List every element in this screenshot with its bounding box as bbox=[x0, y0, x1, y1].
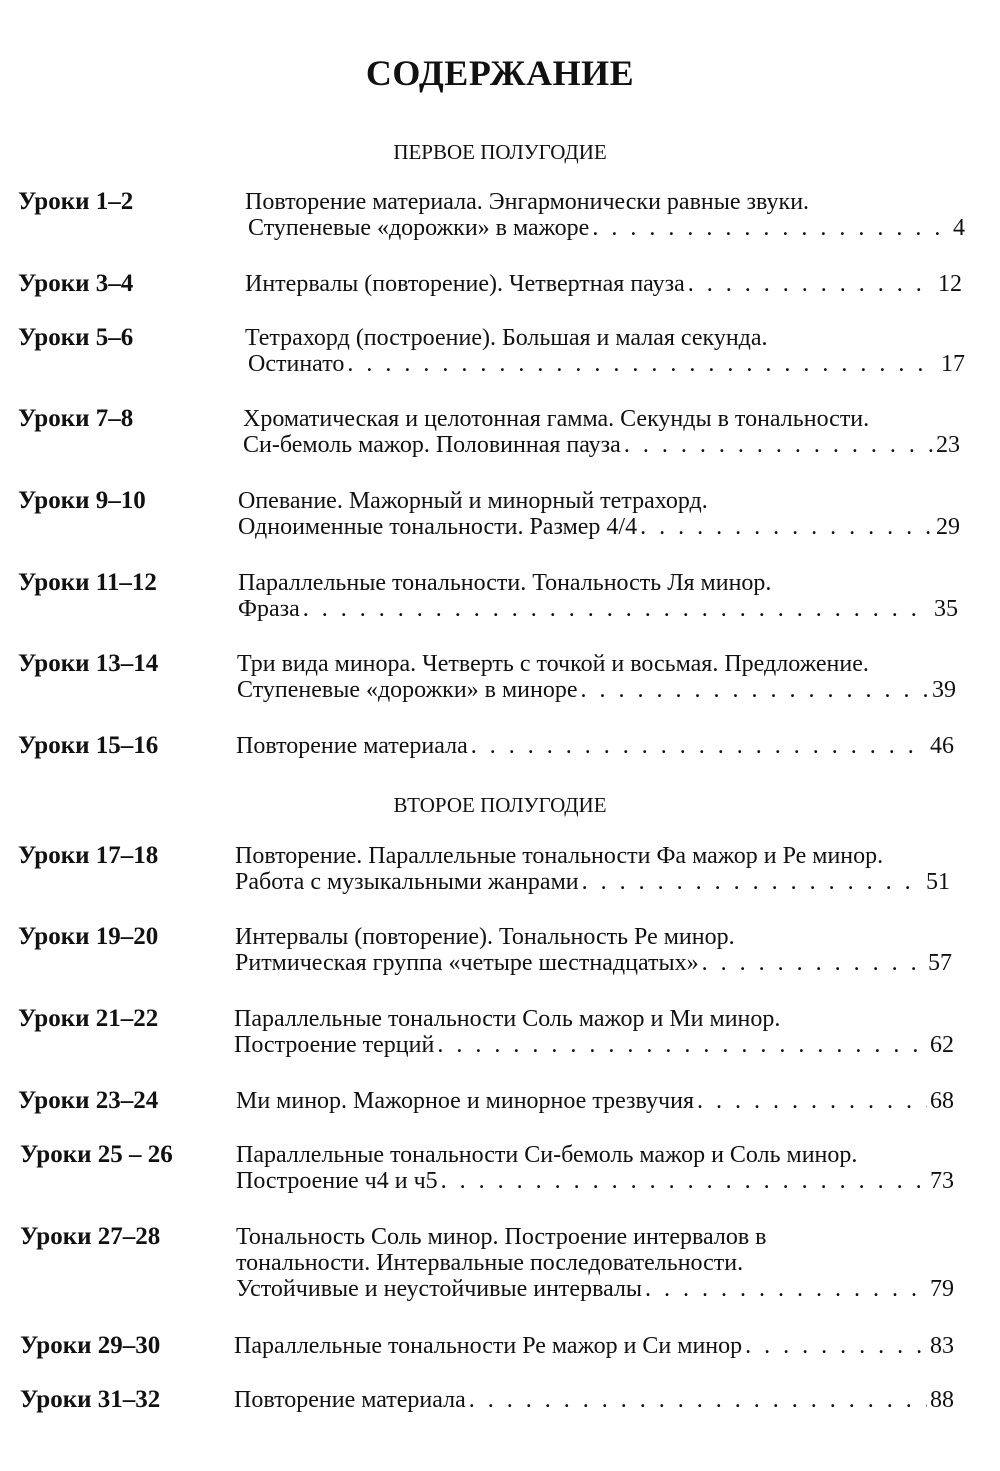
page-number: 57 bbox=[928, 950, 952, 976]
topic-text: Повторение материала. Энгармонически равные звуки. bbox=[245, 189, 810, 215]
topic-text: Ми минор. Мажорное и минорное трезвучия bbox=[236, 1088, 695, 1114]
page-number: 12 bbox=[938, 271, 962, 297]
section-heading-second-half: ВТОРОЕ ПОЛУГОДИЕ bbox=[393, 793, 607, 817]
page-number: 51 bbox=[926, 869, 950, 895]
section-heading-first-half: ПЕРВОЕ ПОЛУГОДИЕ bbox=[393, 140, 607, 164]
toc-line-last bbox=[238, 513, 960, 541]
page-number: 23 bbox=[936, 432, 960, 458]
page-number: 4 bbox=[953, 215, 965, 241]
topic-text: Построение терций bbox=[234, 1032, 435, 1058]
topic-text: Хроматическая и целотонная гамма. Секунды в тональности. bbox=[243, 406, 870, 432]
topic-text: Повторение. Параллельные тональности Фа мажор и Ре минор. bbox=[235, 843, 884, 869]
dot-leader bbox=[471, 732, 927, 760]
topic-text: Тональность Соль минор. Построение интервалов в bbox=[236, 1224, 767, 1250]
lesson-label: Уроки 13–14 bbox=[18, 650, 159, 677]
dot-leader bbox=[437, 1031, 927, 1059]
topic-text: Построение ч4 и ч5 bbox=[236, 1168, 438, 1194]
lesson-label: Уроки 9–10 bbox=[18, 487, 146, 514]
toc-line-last bbox=[237, 676, 956, 704]
dot-leader bbox=[745, 1332, 927, 1360]
dot-leader bbox=[347, 350, 938, 378]
topic-text: Си-бемоль мажор. Половинная пауза bbox=[243, 432, 621, 458]
page-number: 73 bbox=[930, 1168, 954, 1194]
lesson-label: Уроки 29–30 bbox=[20, 1332, 161, 1359]
topic-text: Ритмическая группа «четыре шестнадцатых» bbox=[235, 950, 699, 976]
page-number: 29 bbox=[936, 514, 960, 540]
toc-line-last bbox=[238, 595, 958, 623]
toc-line-last bbox=[235, 868, 950, 896]
lesson-label: Уроки 31–32 bbox=[20, 1386, 161, 1413]
lesson-label: Уроки 3–4 bbox=[18, 270, 134, 297]
topic-text: Остинато bbox=[248, 351, 345, 377]
topic-text: Повторение материала bbox=[236, 733, 468, 759]
page-title: СОДЕРЖАНИЕ bbox=[365, 53, 635, 93]
lesson-label: Уроки 11–12 bbox=[18, 569, 157, 596]
lesson-label: Уроки 7–8 bbox=[18, 405, 134, 432]
dot-leader bbox=[441, 1167, 927, 1195]
dot-leader bbox=[624, 431, 933, 459]
dot-leader bbox=[697, 1087, 927, 1115]
page-number: 62 bbox=[930, 1032, 954, 1058]
topic-text: Параллельные тональности Ре мажор и Си минор bbox=[234, 1333, 743, 1359]
lesson-label: Уроки 25 – 26 bbox=[20, 1141, 173, 1168]
dot-leader bbox=[303, 595, 931, 623]
lesson-label: Уроки 1–2 bbox=[18, 188, 134, 215]
page-number: 35 bbox=[934, 596, 958, 622]
toc-line-last bbox=[236, 732, 954, 760]
dot-leader bbox=[688, 270, 935, 298]
toc-line-last bbox=[248, 350, 965, 378]
dot-leader bbox=[581, 676, 929, 704]
topic-text: Параллельные тональности Соль мажор и Ми минор. bbox=[234, 1006, 781, 1032]
dot-leader bbox=[702, 949, 925, 977]
page-number: 46 bbox=[930, 733, 954, 759]
toc-line-last bbox=[236, 1275, 954, 1303]
topic-text: Ступеневые «дорожки» в миноре bbox=[237, 677, 578, 703]
dot-leader bbox=[592, 214, 950, 242]
topic-text: Тетрахорд (построение). Большая и малая секунда. bbox=[245, 325, 768, 351]
toc-line-last bbox=[248, 214, 965, 242]
toc-line-last bbox=[234, 1386, 954, 1414]
topic-text: Интервалы (повторение). Четвертная пауза bbox=[245, 271, 685, 297]
page-number: 83 bbox=[930, 1333, 954, 1359]
toc-line-last bbox=[234, 1031, 954, 1059]
page-number: 39 bbox=[932, 677, 956, 703]
topic-text: Три вида минора. Четверть с точкой и восьмая. Предложение. bbox=[237, 651, 869, 677]
toc-line-last bbox=[236, 1167, 954, 1195]
page-number: 88 bbox=[930, 1387, 954, 1413]
lesson-label: Уроки 15–16 bbox=[18, 732, 159, 759]
topic-text: Фраза bbox=[238, 596, 300, 622]
topic-text: Работа с музыкальными жанрами bbox=[235, 869, 579, 895]
dot-leader bbox=[640, 513, 933, 541]
topic-text: Параллельные тональности. Тональность Ля минор. bbox=[238, 570, 772, 596]
lesson-label: Уроки 19–20 bbox=[18, 923, 159, 950]
topic-text: Повторение материала bbox=[234, 1387, 466, 1413]
toc-line-last bbox=[235, 949, 952, 977]
toc-line-last bbox=[236, 1087, 954, 1115]
page-number: 17 bbox=[941, 351, 965, 377]
dot-leader bbox=[469, 1386, 927, 1414]
lesson-label: Уроки 5–6 bbox=[18, 324, 134, 351]
lesson-label: Уроки 17–18 bbox=[18, 842, 159, 869]
dot-leader bbox=[645, 1275, 927, 1303]
dot-leader bbox=[582, 868, 923, 896]
page-number: 68 bbox=[930, 1088, 954, 1114]
toc-line-last bbox=[245, 270, 962, 298]
topic-text: Одноименные тональности. Размер 4/4 bbox=[238, 514, 638, 540]
topic-text: Ступеневые «дорожки» в мажоре bbox=[248, 215, 590, 241]
toc-line-last bbox=[234, 1332, 954, 1360]
topic-text: Устойчивые и неустойчивые интервалы bbox=[236, 1276, 643, 1302]
lesson-label: Уроки 27–28 bbox=[20, 1223, 161, 1250]
toc-line-last bbox=[243, 431, 960, 459]
topic-text: тональности. Интервальные последовательности. bbox=[236, 1250, 744, 1276]
lesson-label: Уроки 21–22 bbox=[18, 1005, 159, 1032]
topic-text: Параллельные тональности Си-бемоль мажор и Соль минор. bbox=[236, 1142, 858, 1168]
topic-text: Опевание. Мажорный и минорный тетрахорд. bbox=[238, 488, 708, 514]
page-number: 79 bbox=[930, 1276, 954, 1302]
topic-text: Интервалы (повторение). Тональность Ре минор. bbox=[235, 924, 735, 950]
lesson-label: Уроки 23–24 bbox=[18, 1087, 159, 1114]
